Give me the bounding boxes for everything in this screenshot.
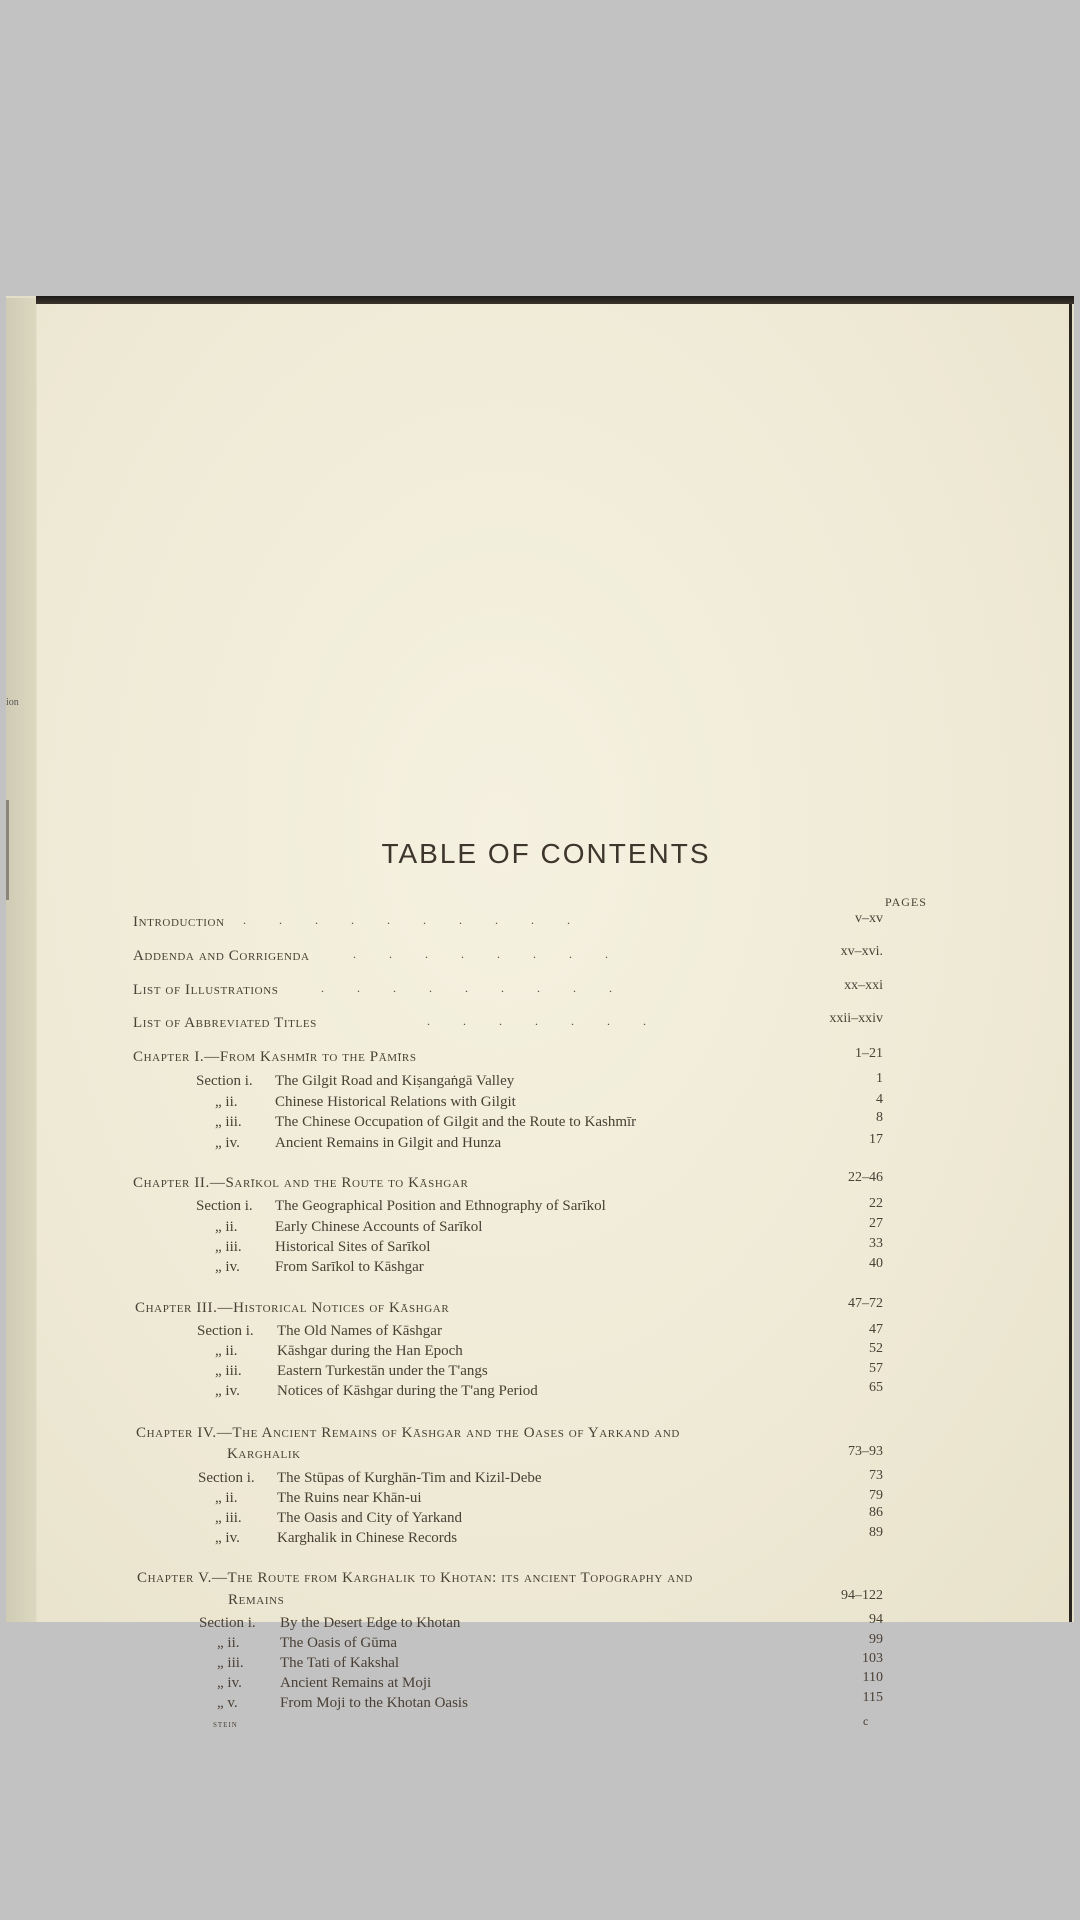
toc-section-page: 27 [869, 1216, 883, 1231]
section-prefix: „ iv. [215, 1383, 240, 1399]
toc-section-page: 8 [876, 1110, 883, 1125]
section-prefix: „ iii. [215, 1363, 242, 1379]
toc-section-4-4[interactable]: Karghalik in Chinese Records [277, 1530, 458, 1546]
toc-section-page: 52 [869, 1341, 883, 1356]
toc-chapter-4[interactable]: Chapter IV.—The Ancient Remains of Kāshgar and the Oases of Yarkand and [136, 1425, 680, 1441]
toc-section-1-4[interactable]: Ancient Remains in Gilgit and Hunza [275, 1135, 502, 1151]
toc-section-4-3[interactable]: The Oasis and City of Yarkand [277, 1510, 462, 1526]
leader-dots: . . . . . . . . [353, 947, 608, 961]
section-prefix: „ ii. [215, 1343, 238, 1359]
toc-section-5-4[interactable]: Ancient Remains at Moji [280, 1675, 432, 1691]
section-prefix: „ iv. [215, 1259, 240, 1275]
section-prefix: „ ii. [217, 1635, 240, 1651]
section-prefix: Section i. [198, 1470, 255, 1486]
toc-section-page: 73 [869, 1468, 883, 1483]
toc-section-page: 33 [869, 1236, 883, 1251]
toc-section-page: 47 [869, 1322, 883, 1337]
section-prefix: „ iii. [215, 1114, 242, 1130]
section-prefix: „ iii. [215, 1239, 242, 1255]
margin-text-fragment: ion [6, 697, 19, 708]
toc-chapter-5-pages: 94–122 [841, 1588, 883, 1603]
toc-section-page: 103 [862, 1651, 883, 1666]
section-prefix: „ ii. [215, 1490, 238, 1506]
toc-entry-abbreviated-titles[interactable]: List of Abbreviated Titles [133, 1015, 317, 1031]
toc-entry-illustrations[interactable]: List of Illustrations [133, 982, 279, 998]
toc-section-page: 79 [869, 1488, 883, 1503]
toc-page-introduction: v–xv [855, 911, 883, 926]
toc-section-page: 57 [869, 1361, 883, 1376]
signature-mark: c [863, 1714, 869, 1728]
toc-chapter-3[interactable]: Chapter III.—Historical Notices of Kāshgar [135, 1300, 450, 1316]
toc-section-3-2[interactable]: Kāshgar during the Han Epoch [277, 1343, 463, 1359]
toc-section-page: 94 [869, 1612, 883, 1627]
toc-section-3-3[interactable]: Eastern Turkestān under the T'angs [277, 1363, 488, 1379]
toc-chapter-5[interactable]: Chapter V.—The Route from Karghalik to Khotan: its ancient Topography and [137, 1570, 693, 1586]
leader-dots: . . . . . . . . . [321, 981, 612, 995]
toc-section-page: 22 [869, 1196, 883, 1211]
toc-section-page: 110 [862, 1670, 883, 1685]
toc-section-page: 99 [869, 1632, 883, 1647]
toc-chapter-5-continued: Remains [228, 1592, 285, 1608]
pages-column-header: PAGES [885, 895, 927, 909]
toc-section-3-4[interactable]: Notices of Kāshgar during the T'ang Period [277, 1383, 538, 1399]
toc-page-abbreviated-titles: xxii–xxiv [829, 1011, 883, 1026]
section-prefix: Section i. [199, 1615, 256, 1631]
section-prefix: Section i. [196, 1198, 253, 1214]
toc-section-page: 4 [876, 1092, 883, 1107]
toc-page-illustrations: xx–xxi [844, 978, 883, 993]
toc-chapter-4-pages: 73–93 [848, 1444, 883, 1459]
toc-section-4-2[interactable]: The Ruins near Khān-ui [277, 1490, 422, 1506]
toc-section-1-1[interactable]: The Gilgit Road and Kiṣangaṅgā Valley [275, 1073, 515, 1089]
toc-section-4-1[interactable]: The Stūpas of Kurghān-Tim and Kizil-Debe [277, 1470, 542, 1486]
book-page [37, 304, 1072, 1729]
toc-entry-addenda[interactable]: Addenda and Corrigenda [133, 948, 310, 964]
toc-section-2-2[interactable]: Early Chinese Accounts of Sarīkol [275, 1219, 483, 1235]
toc-section-page: 86 [869, 1505, 883, 1520]
page-title: TABLE OF CONTENTS [381, 838, 711, 869]
toc-section-1-3[interactable]: The Chinese Occupation of Gilgit and the Route to Kashmīr [275, 1114, 637, 1130]
section-prefix: „ iv. [215, 1530, 240, 1546]
leader-dots: . . . . . . . . . . [243, 913, 570, 927]
toc-section-page: 17 [869, 1132, 883, 1147]
toc-section-2-1[interactable]: The Geographical Position and Ethnography of Sarīkol [275, 1198, 606, 1214]
toc-page-addenda: xv–xvi. [840, 944, 883, 959]
left-page-edge [6, 298, 36, 1622]
toc-chapter-2-pages: 22–46 [848, 1170, 883, 1185]
toc-section-page: 115 [862, 1690, 883, 1705]
toc-entry-introduction[interactable]: Introduction [133, 914, 225, 930]
toc-chapter-1-pages: 1–21 [855, 1046, 883, 1061]
printer-mark: STEIN [213, 1721, 238, 1729]
toc-section-page: 1 [876, 1071, 883, 1086]
section-prefix: Section i. [197, 1323, 254, 1339]
toc-section-3-1[interactable]: The Old Names of Kāshgar [277, 1323, 442, 1339]
toc-section-5-3[interactable]: The Tati of Kakshal [280, 1655, 400, 1671]
toc-chapter-1[interactable]: Chapter I.—From Kashmīr to the Pāmīrs [133, 1049, 417, 1065]
toc-section-5-2[interactable]: The Oasis of Gūma [280, 1635, 398, 1651]
toc-section-page: 40 [869, 1256, 883, 1271]
toc-chapter-2[interactable]: Chapter II.—Sarīkol and the Route to Kāshgar [133, 1175, 469, 1191]
section-prefix: „ iii. [217, 1655, 244, 1671]
toc-chapter-3-pages: 47–72 [848, 1296, 883, 1311]
section-prefix: „ iv. [215, 1135, 240, 1151]
page-top-shadow [36, 296, 1074, 304]
section-prefix: „ iii. [215, 1510, 242, 1526]
toc-section-2-3[interactable]: Historical Sites of Sarīkol [275, 1239, 431, 1255]
toc-section-page: 89 [869, 1525, 883, 1540]
section-prefix: Section i. [196, 1073, 253, 1089]
toc-section-5-1[interactable]: By the Desert Edge to Khotan [280, 1615, 461, 1631]
binding-mark [6, 800, 9, 900]
toc-section-2-4[interactable]: From Sarīkol to Kāshgar [275, 1259, 424, 1275]
section-prefix: „ ii. [215, 1094, 238, 1110]
section-prefix: „ v. [217, 1695, 238, 1711]
toc-section-page: 65 [869, 1380, 883, 1395]
toc-section-1-2[interactable]: Chinese Historical Relations with Gilgit [275, 1094, 516, 1110]
toc-chapter-4-continued: Karghalik [227, 1446, 301, 1462]
section-prefix: „ iv. [217, 1675, 242, 1691]
section-prefix: „ ii. [215, 1219, 238, 1235]
toc-section-5-5[interactable]: From Moji to the Khotan Oasis [280, 1695, 468, 1711]
leader-dots: . . . . . . . [427, 1014, 646, 1028]
